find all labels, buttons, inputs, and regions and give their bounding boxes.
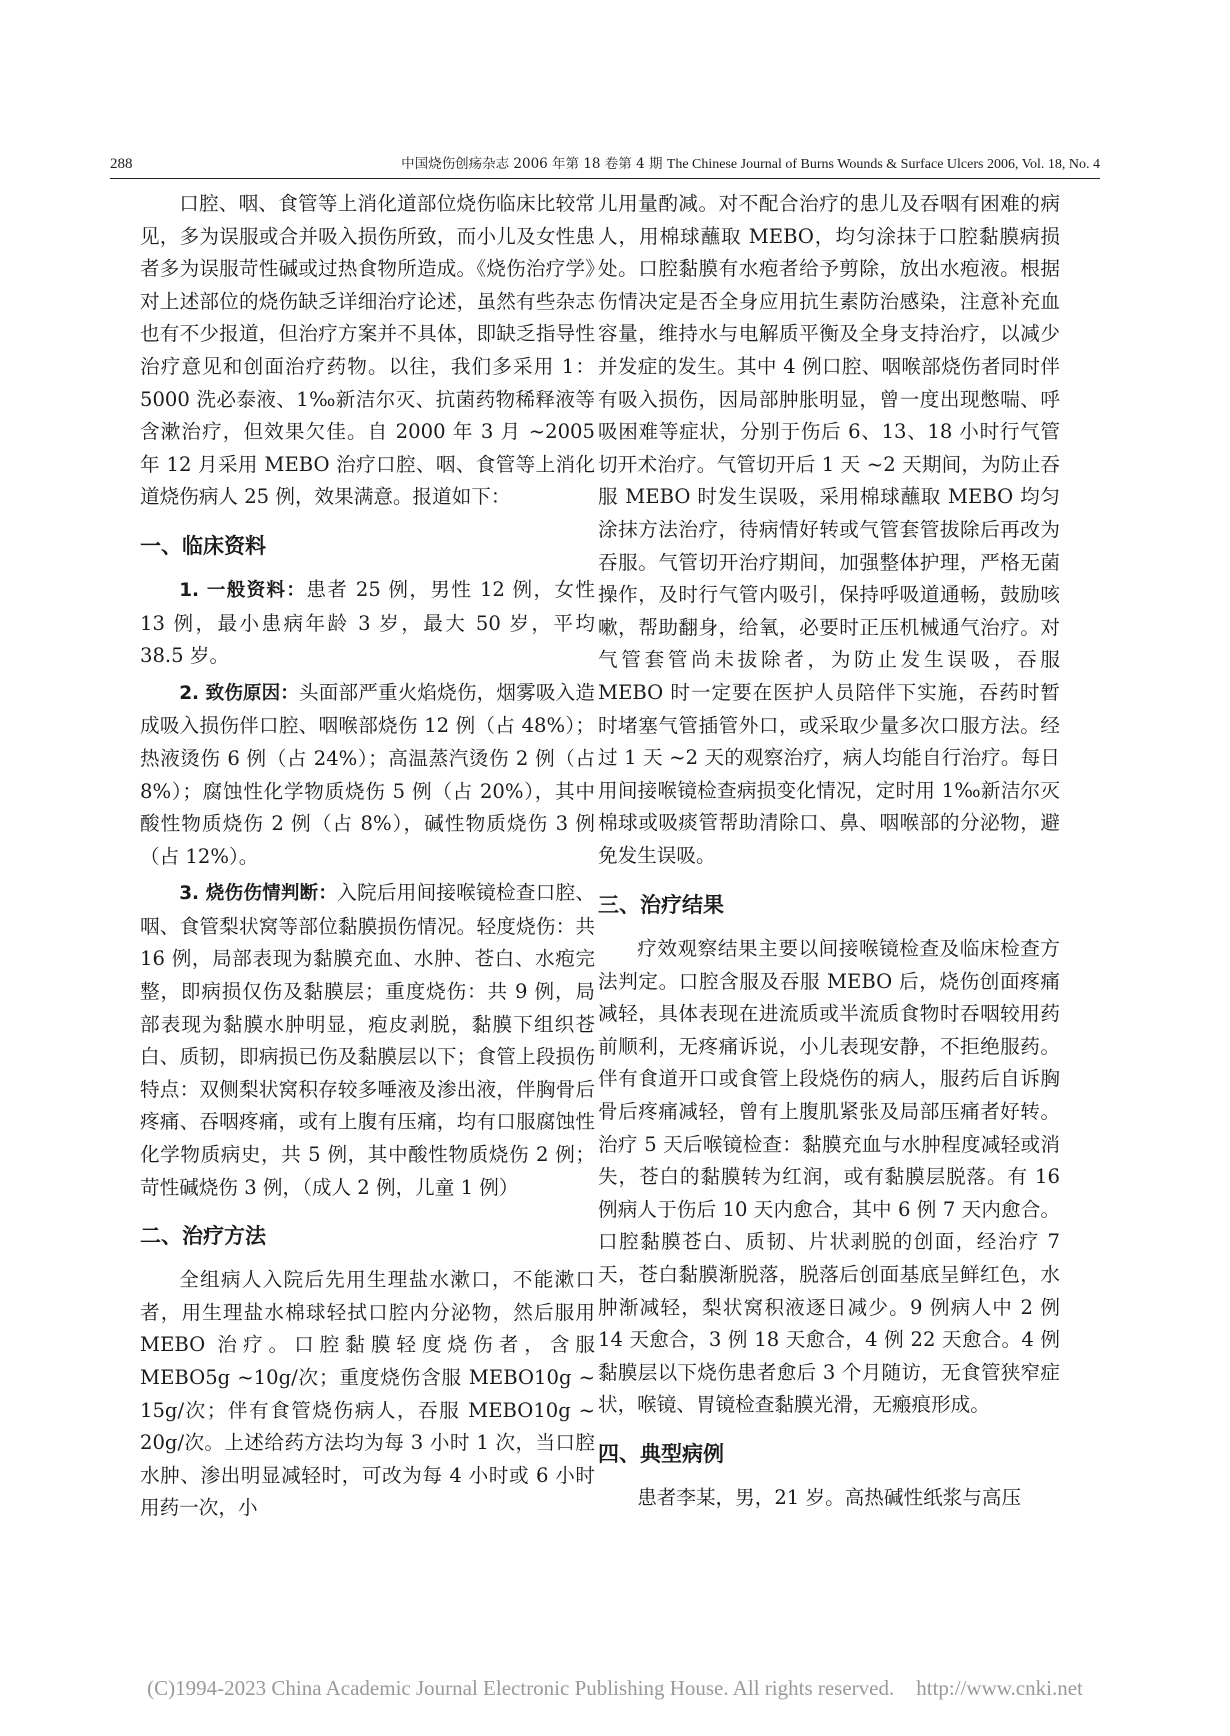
paragraph-injury-assessment: 3. 烧伤伤情判断：入院后用间接喉镜检查口腔、咽、食管梨状窝等部位黏膜损伤情况。轻度烧伤：共 16 例，局部表现为黏膜充血、水肿、苍白、水疱完整，即病损仅伤及黏膜层；重度烧伤：共 9 例，局部表现为黏膜水肿明显，疱皮剥脱，黏膜下组织苍白、质韧，即病损已伤及黏膜层以下；食管上段损伤特点：双侧梨状窝积存较多唾液及渗出液，伴胸骨后疼痛、吞咽疼痛，或有上腹有压痛，均有口服腐蚀性化学物质病史，共 5 例，其中酸性物质烧伤 2 例；苛性碱烧伤 3 例，（成人 2 例，儿童 1 例）	[140, 881, 596, 1199]
left-column	[140, 188, 595, 1525]
right-column	[598, 188, 1060, 1515]
page-number: 288	[110, 156, 133, 172]
cnki-url: http://www.cnki.net	[916, 1676, 1083, 1700]
paragraph-injury-cause: 2. 致伤原因：头面部严重火焰烧伤，烟雾吸入造成吸入损伤伴口腔、咽喉部烧伤 12 例（占 48%）；热液烫伤 6 例（占 24%）；高温蒸汽烫伤 2 例（占 8%）；腐蚀性化学物质烧伤 5 例（占 20%），其中酸性物质烧伤 2 例（占 8%），碱性物质烧伤 3 例（占 12%）。	[140, 680, 596, 868]
paragraph-results: 疗效观察结果主要以间接喉镜检查及临床检查方法判定。口腔含服及吞服 MEBO 后，烧伤创面疼痛减轻，具体表现在进流质或半流质食物时吞咽较用药前顺利，无疼痛诉说，小儿表现安静，不拒绝服药。伴有食道开口或食管上段烧伤的病人，服药后自诉胸骨后疼痛减轻，曾有上腹肌紧张及局部压痛者好转。治疗 5 天后喉镜检查：黏膜充血与水肿程度减轻或消失，苍白的黏膜转为红润，或有黏膜层脱落。有 16 例病人于伤后 10 天内愈合，其中 6 例 7 天内愈合。口腔黏膜苍白、质韧、片状剥脱的创面，经治疗 7 天，苍白黏膜渐脱落，脱落后创面基底呈鲜红色，水肿渐减轻，梨状窝积液逐日减少。9 例病人中 2 例 14 天愈合，3 例 18 天愈合，4 例 22 天愈合。4 例黏膜层以下烧伤患者愈后 3 个月随访，无食管狭窄症状，喉镜、胃镜检查黏膜光滑，无瘢痕形成。	[598, 937, 1060, 1417]
label-injury-cause: 2. 致伤原因：	[179, 682, 299, 704]
paragraph-treatment-continued: 儿用量酌减。对不配合治疗的患儿及吞咽有困难的病人，用棉球蘸取 MEBO，均匀涂抹于口腔黏膜病损处。口腔黏膜有水疱者给予剪除，放出水疱液。根据伤情决定是否全身应用抗生素防治感染，注意补充血容量，维持水与电解质平衡及全身支持治疗，以减少并发症的发生。其中 4 例口腔、咽喉部烧伤者同时伴有吸入损伤，因局部肿胀明显，曾一度出现憋喘、呼吸困难等症状，分别于伤后 6、13、18 小时行气管切开术治疗。气管切开后 1 天 ~2 天期间，为防止吞服 MEBO 时发生误吸，采用棉球蘸取 MEBO 均匀涂抹方法治疗，待病情好转或气管套管拔除后再改为吞服。气管切开治疗期间，加强整体护理，严格无菌操作，及时行气管内吸引，保持呼吸道通畅，鼓励咳嗽，帮助翻身，给氧，必要时正压机械通气治疗。对气管套管尚未拔除者，为防止发生误吸，吞服 MEBO 时一定要在医护人员陪伴下实施，吞药时暂时堵塞气管插管外口，或采取少量多次口服方法。经过 1 天 ~2 天的观察治疗，病人均能自行治疗。每日用间接喉镜检查病损变化情况，定时用 1‰新洁尔灭棉球或吸痰管帮助清除口、鼻、咽喉部的分泌物，避免发生误吸。	[598, 192, 1060, 867]
paragraph-typical-case: 患者李某，男，21 岁。高热碱性纸浆与高压	[637, 1485, 1022, 1509]
running-header	[110, 148, 1100, 179]
section-heading-treatment: 二、治疗方法	[140, 1224, 266, 1249]
copyright-footer	[40, 1676, 1190, 1701]
section-heading-clinical-data: 一、临床资料	[140, 533, 266, 558]
journal-title-en: The Chinese Journal of Burns Wounds & Surface Ulcers 2006, Vol. 18, No. 4	[666, 157, 1100, 172]
section-heading-typical-case: 四、典型病例	[598, 1441, 724, 1466]
journal-citation	[401, 152, 1100, 177]
label-general-data: 1. 一般资料：	[179, 579, 307, 601]
label-injury-assessment: 3. 烧伤伤情判断：	[179, 883, 338, 905]
paragraph-general-data: 1. 一般资料：患者 25 例，男性 12 例，女性 13 例，最小患病年龄 3 岁，最大 50 岁，平均 38.5 岁。	[140, 577, 596, 668]
copyright-text: (C)1994-2023 China Academic Journal Electronic Publishing House. All rights reserved.	[147, 1676, 895, 1700]
section-heading-results: 三、治疗结果	[598, 893, 724, 917]
journal-title-cn: 中国烧伤创疡杂志 2006 年第 18 卷第 4 期	[401, 156, 663, 172]
paragraph-treatment-method: 全组病人入院后先用生理盐水漱口，不能漱口者，用生理盐水棉球轻拭口腔内分泌物，然后服用 MEBO 治疗。口腔黏膜轻度烧伤者，含服 MEBO5g ~10g/次；重度烧伤含服 MEBO10g ~ 15g/次；伴有食管烧伤病人，吞服 MEBO10g ~ 20g/次。上述给药方法均为每 3 小时 1 次，当口腔水肿、渗出明显减轻时，可改为每 4 小时或 6 小时用药一次，小	[140, 1268, 595, 1520]
intro-paragraph: 口腔、咽、食管等上消化道部位烧伤临床比较常见，多为误服或合并吸入损伤所致，而小儿及女性患者多为误服苛性碱或过热食物所造成。《烧伤治疗学》对上述部位的烧伤缺乏详细治疗论述，虽然有些杂志也有不少报道，但治疗方案并不具体，即缺乏指导性治疗意见和创面治疗药物。以往，我们多采用 1：5000 洗必泰液、1‰新洁尔灭、抗菌药物稀释液等含漱治疗，但效果欠佳。自 2000 年 3 月 ~2005 年 12 月采用 MEBO 治疗口腔、咽、食管等上消化道烧伤病人 25 例，效果满意。报道如下：	[140, 192, 595, 509]
